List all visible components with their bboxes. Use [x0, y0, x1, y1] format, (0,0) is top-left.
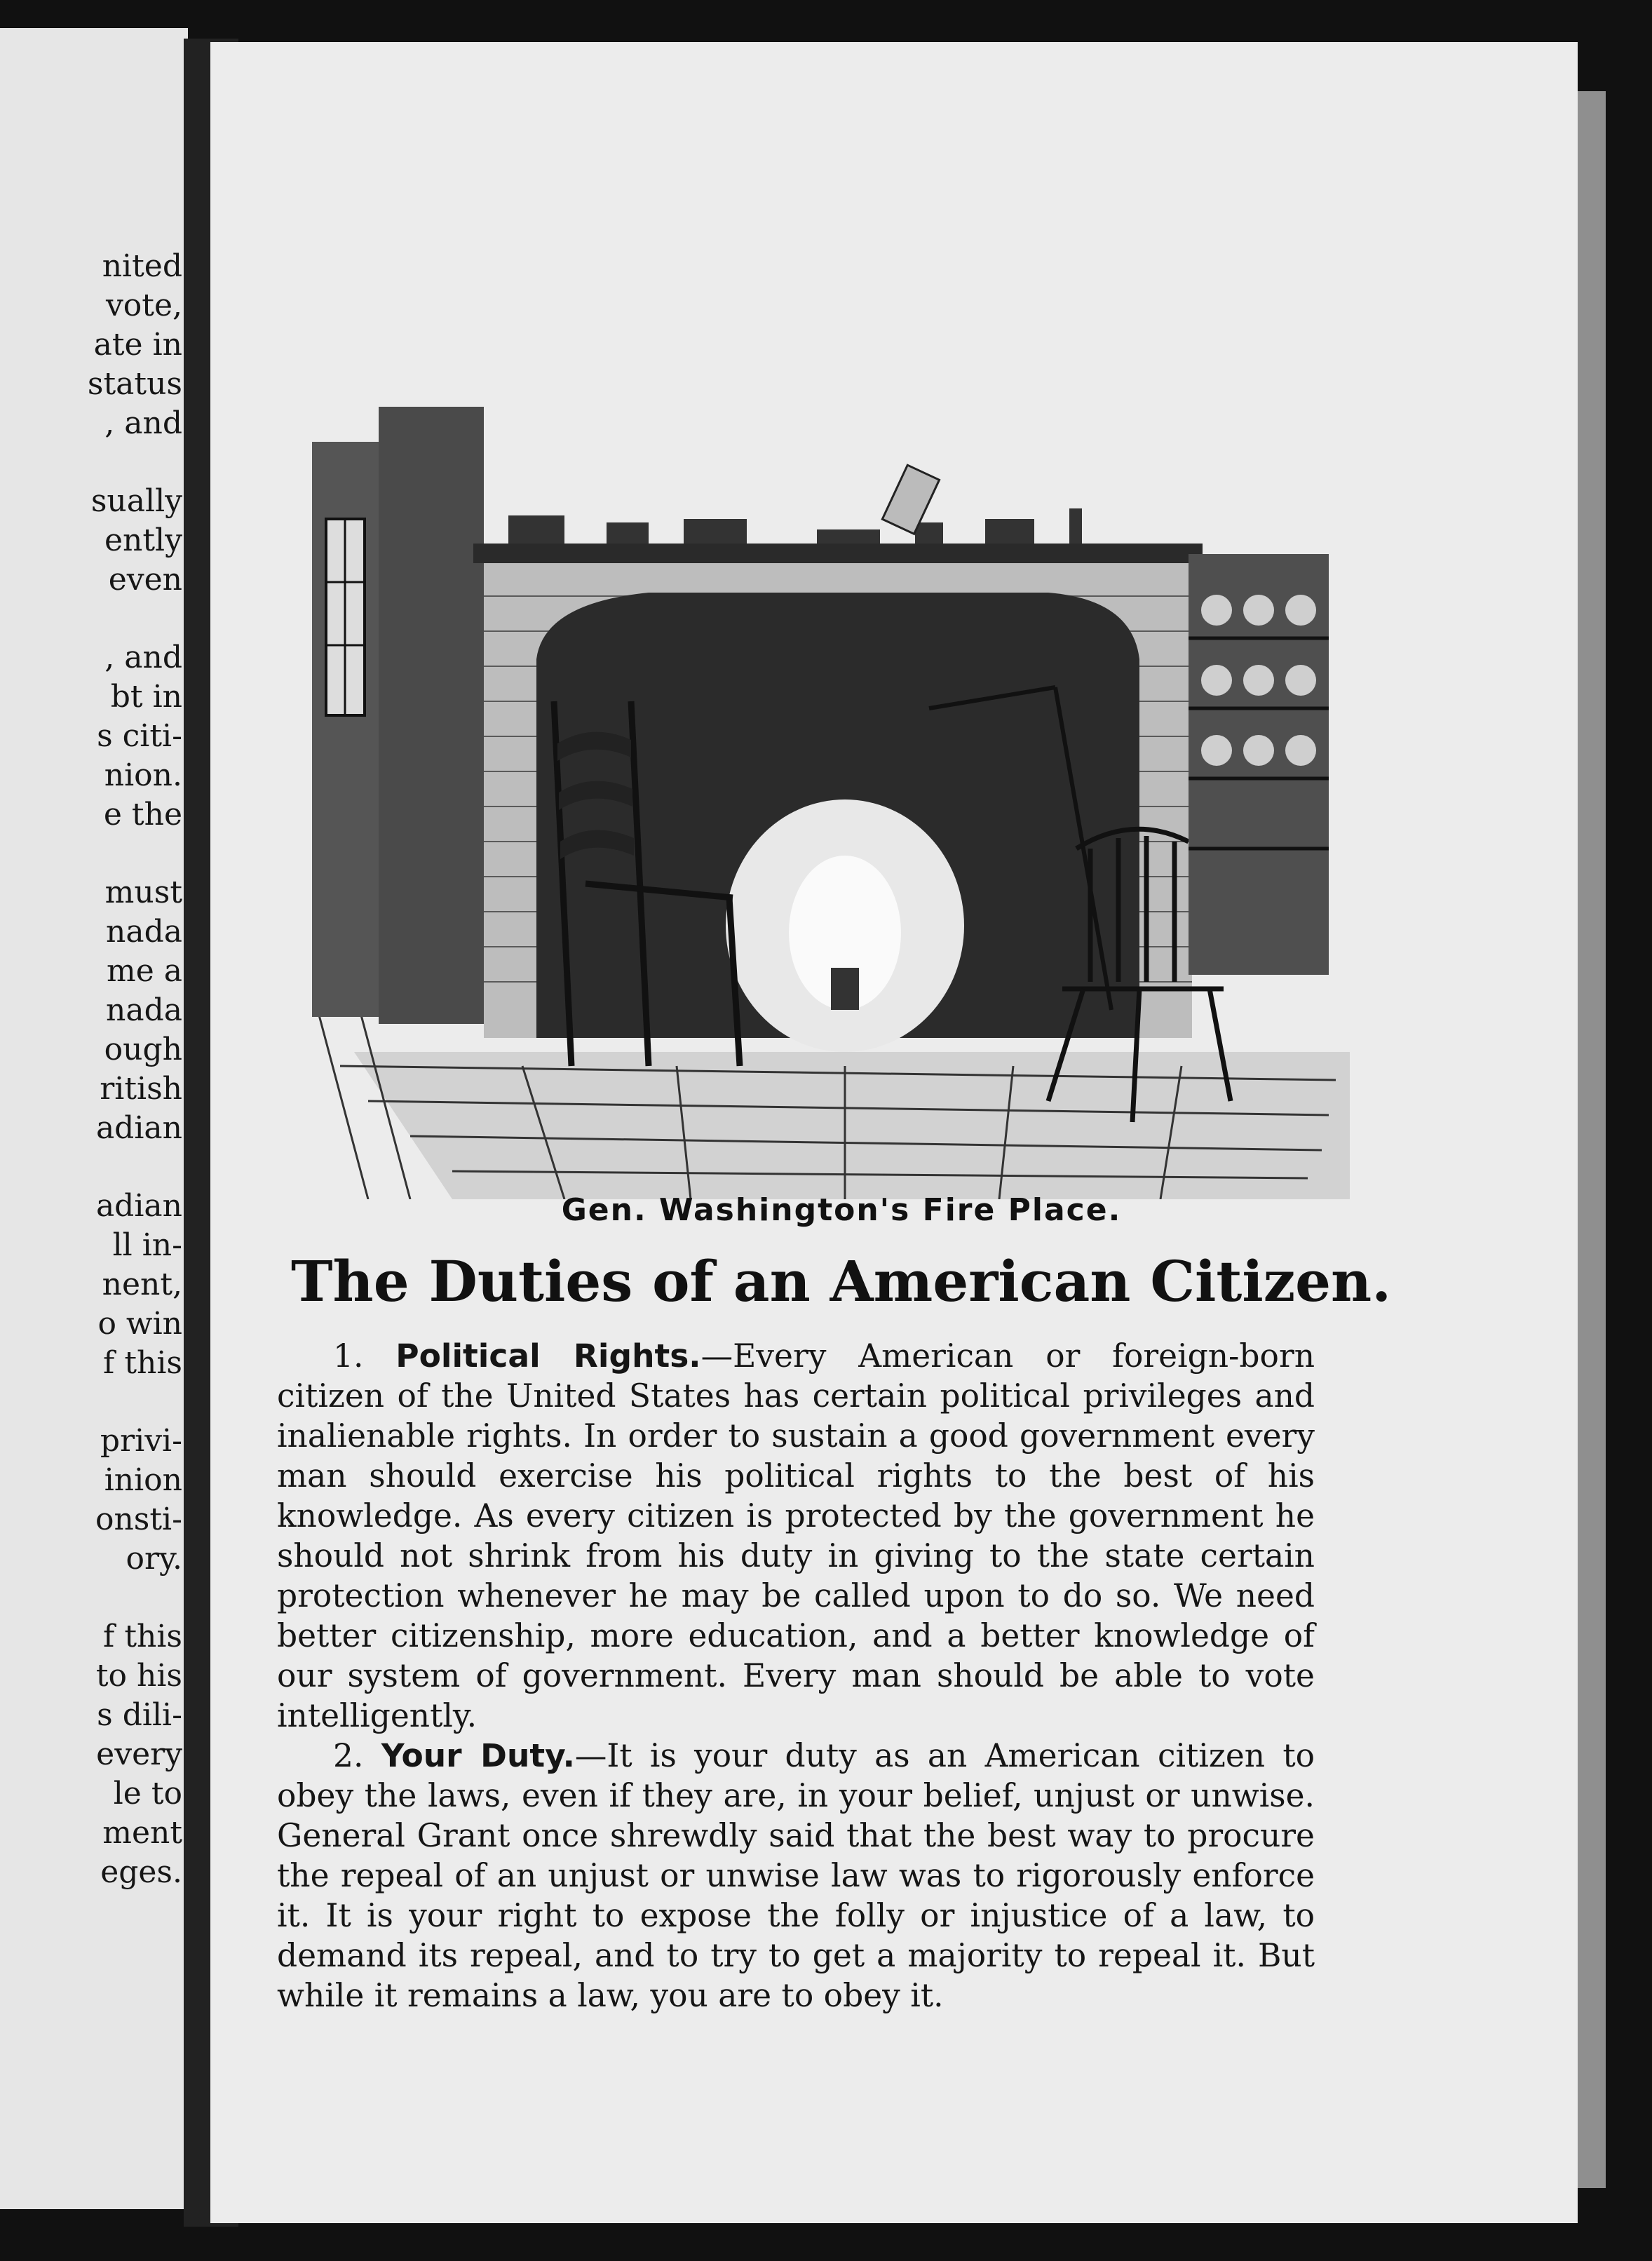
- left-page-line: ory.: [126, 1541, 182, 1577]
- left-page-line: nited: [102, 248, 182, 284]
- left-page-line: f this: [103, 1619, 182, 1654]
- article-body: [277, 1336, 1315, 2016]
- left-page-line: bt in: [110, 679, 182, 715]
- left-page-line: nent,: [102, 1267, 182, 1302]
- left-page-line: s dili-: [97, 1697, 182, 1733]
- left-page-line: ently: [104, 522, 182, 558]
- section-number: 2.: [333, 1737, 364, 1774]
- left-page-line: sually: [90, 483, 182, 519]
- left-page-line: f this: [103, 1345, 182, 1381]
- section-text: —It is your duty as an American citizen to obey the laws, even if they are, in your belief, unjust or unwise. General Grant once shrewdly said that the best way to procure the repeal of an unjust or unwise law was to rigorously enforce it. It is your right to expose the folly or injustice of a law, to demand its repeal, and to try to get a majority to repeal it. But while it remains a law, you are to obey it.: [277, 1737, 1315, 2014]
- left-page-line: ment: [102, 1815, 182, 1851]
- left-page-line: vote,: [105, 288, 182, 323]
- left-page-line: nada: [106, 914, 182, 950]
- section-political-rights: [277, 1336, 1315, 1736]
- section-number: 1.: [333, 1337, 364, 1375]
- left-page: [0, 28, 188, 2209]
- left-page-line: must: [104, 875, 182, 910]
- fireplace-illustration: [312, 393, 1350, 1199]
- left-page-line: me a: [107, 953, 182, 989]
- left-page-line: ritish: [100, 1071, 182, 1107]
- left-page-line: , and: [104, 640, 182, 675]
- left-page-line: every: [96, 1736, 182, 1772]
- left-page-line: ate in: [93, 327, 182, 363]
- left-page-line: inion: [104, 1462, 182, 1498]
- left-page-line: eges.: [100, 1854, 182, 1890]
- left-page-line: adian: [95, 1188, 182, 1224]
- article-title: The Duties of an American Citizen.: [291, 1248, 1392, 1314]
- illustration-caption: Gen. Washington's Fire Place.: [561, 1192, 1122, 1228]
- left-page-line: onsti-: [95, 1501, 182, 1537]
- left-page-line: status: [87, 366, 182, 402]
- section-text: —Every American or foreign-born citizen of the United States has certain political privileges and inalienable rights. In order to sustain a good government every man should exercise his political rights to the best of his knowledge. As every citizen is protected by the government he should not shrink from his duty in giving to the state certain protection whenever he may be called upon to do so. We need better citizenship, more education, and a better knowledge of our system of government. Every man should be able to vote intelligently.: [277, 1337, 1315, 1734]
- left-page-line: ll in-: [112, 1227, 182, 1263]
- left-page-line: le to: [113, 1776, 182, 1811]
- left-page-line: nion.: [104, 757, 182, 793]
- left-page-line: privi-: [100, 1423, 182, 1459]
- left-page-line: adian: [95, 1110, 182, 1146]
- left-page-line: ough: [104, 1032, 182, 1067]
- left-page-line: , and: [104, 405, 182, 441]
- left-page-line: s citi-: [97, 718, 182, 754]
- left-page-line: to his: [95, 1658, 182, 1694]
- left-page-line: o win: [97, 1306, 182, 1342]
- section-heading: Political Rights.: [395, 1337, 701, 1375]
- left-page-line: e the: [103, 797, 182, 832]
- section-heading: Your Duty.: [381, 1737, 575, 1774]
- section-your-duty: [277, 1736, 1315, 2016]
- left-page-line: nada: [106, 992, 182, 1028]
- left-page-line: even: [108, 562, 182, 598]
